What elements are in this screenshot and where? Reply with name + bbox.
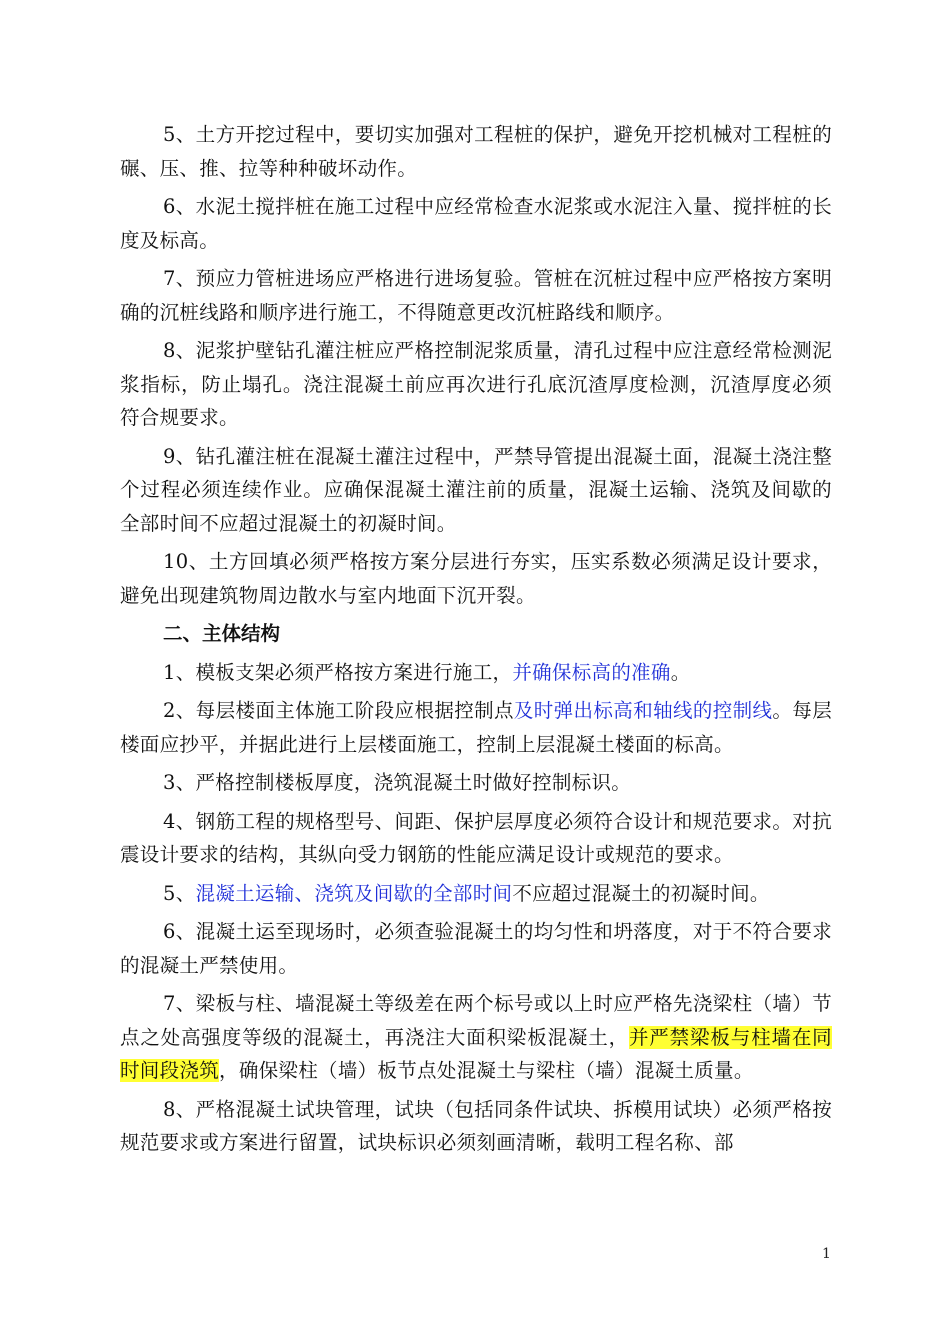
item-1-suffix: 。 [670,660,691,684]
item-2-suffix: 。每层楼面应抄平，并据此进行上层楼面施工，控制上层混凝土楼面的标高。 [120,699,832,756]
item-7-highlighted-text: 并严禁梁板与柱墙在同时间段浇筑 [120,1025,832,1082]
main-structure-item-8: 8、严格混凝土试块管理，试块（包括同条件试块、拆模用试块）必须严格按规范要求或方案进行留置，试块标识必须刻画清晰，载明工程名称、部 [120,1097,832,1154]
item-5-prefix: 5、 [163,881,196,905]
item-5-blue-text: 混凝土运输、浇筑及间歇的全部时间 [195,881,513,905]
main-structure-item-1 [120,656,832,690]
main-structure-item-3: 3、严格控制楼板厚度，浇筑混凝土时做好控制标识。 [163,771,632,794]
item-2-blue-text: 及时弹出标高和轴线的控制线 [513,699,773,722]
item-7-text: 7、梁板与柱、墙混凝土等级差在两个标号或以上时应严格先浇梁柱（墙）节点之处高强度等级的混凝土，再浇注大面积梁板混凝土， [120,992,832,1049]
paragraph-item-10: 10、土方回填必须严格按方案分层进行夯实，压实系数必须满足设计要求，避免出现建筑物周边散水与室内地面下沉开裂。 [120,550,832,607]
paragraph-item-5: 5、土方开挖过程中，要切实加强对工程桩的保护，避免开挖机械对工程桩的碾、压、推、拉等种种破坏动作。 [120,123,832,180]
item-5-suffix: 不应超过混凝土的初凝时间。 [512,881,770,905]
paragraph-item-9: 9、钻孔灌注桩在混凝土灌注过程中，严禁导管提出混凝土面，混凝土浇注整个过程必须连续作业。应确保混凝土灌注前的质量，混凝土运输、浇筑及间歇的全部时间不应超过混凝土的初凝时间。 [120,444,832,535]
paragraph-item-8: 8、泥浆护壁钻孔灌注桩应严格控制泥浆质量，清孔过程中应注意经常检测泥浆指标，防止塌孔。浇注混凝土前应再次进行孔底沉渣厚度检测，沉渣厚度必须符合规要求。 [120,339,832,429]
page-number: 1 [822,1246,831,1262]
paragraph-item-6: 6、水泥土搅拌桩在施工过程中应经常检查水泥浆或水泥注入量、搅拌桩的长度及标高。 [120,195,832,252]
main-structure-item-2 [120,694,832,761]
section-heading-main-structure: 二、主体结构 [163,622,281,645]
document-body [120,118,832,1165]
item-1-text: 1、模板支架必须严格按方案进行施工， [163,660,513,684]
main-structure-item-6: 6、混凝土运至现场时，必须查验混凝土的均匀性和坍落度，对于不符合要求的混凝土严禁使用。 [120,920,832,977]
paragraph-item-7: 7、预应力管桩进场应严格进行进场复验。管桩在沉桩过程中应严格按方案明确的沉桩线路和顺序进行施工，不得随意更改沉桩路线和顺序。 [120,267,832,324]
main-structure-item-4: 4、钢筋工程的规格型号、间距、保护层厚度必须符合设计和规范要求。对抗震设计要求的结构，其纵向受力钢筋的性能应满足设计或规范的要求。 [120,809,832,866]
item-7-suffix: ，确保梁柱（墙）板节点处混凝土与梁柱（墙）混凝土质量。 [219,1059,754,1082]
item-1-blue-text: 并确保标高的准确 [512,660,671,684]
main-structure-item-7 [120,987,832,1088]
main-structure-item-5 [120,877,832,911]
item-2-text: 2、每层楼面主体施工阶段应根据控制点 [163,699,514,722]
